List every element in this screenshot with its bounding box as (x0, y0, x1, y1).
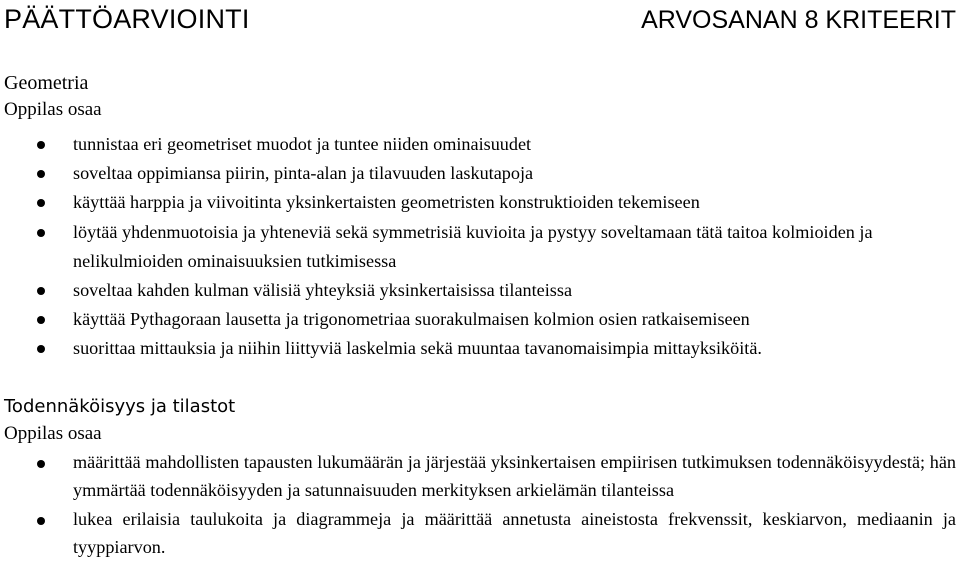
geometria-criteria-list (0, 130, 960, 364)
section-subtitle-geometria: Oppilas osaa (4, 99, 102, 120)
list-item-text: löytää yhdenmuotoisia ja yhteneviä sekä symmetrisiä kuvioita ja pystyy soveltamaan tätä taitoa kolmioiden ja nelikulmioiden ominaisuuksien tutkimisessa (73, 221, 873, 271)
list-item-text: käyttää Pythagoraan lausetta ja trigonometriaa suorakulmaisen kolmion osien ratkaisemiseen (73, 309, 750, 330)
list-item-text: soveltaa kahden kulman välisiä yhteyksiä yksinkertaisissa tilanteissa (73, 280, 573, 301)
list-item (0, 449, 960, 504)
list-item (0, 506, 960, 561)
list-item (0, 159, 960, 188)
grade-criteria-heading: ARVOSANAN 8 KRITEERIT (641, 6, 956, 34)
list-item-text: määrittää mahdollisten tapausten lukumäärän ja järjestää yksinkertaisen empiirisen tutkimuksen todennäköisyydestä; hän ymmärtää todennäköisyyden ja satunnaisuuden merkityksen arkielämän tilanteissa (73, 452, 956, 500)
list-item (0, 305, 960, 334)
list-item-text: soveltaa oppimiansa piirin, pinta-alan ja tilavuuden laskutapoja (73, 163, 534, 184)
list-item-text: tunnistaa eri geometriset muodot ja tuntee niiden ominaisuudet (73, 134, 532, 154)
list-item-text: lukea erilaisia taulukoita ja diagrammeja ja määrittää annetusta aineistosta frekvenssit, keskiarvon, mediaanin ja tyyppiarvon. (73, 509, 956, 557)
bullet-icon (37, 170, 45, 178)
bullet-icon (37, 345, 45, 353)
bullet-icon (37, 229, 45, 237)
list-item (0, 334, 960, 363)
bullet-icon (37, 141, 45, 149)
list-item (0, 276, 960, 305)
section-title-geometria: Geometria (4, 72, 89, 94)
list-item (0, 188, 960, 217)
todennakoisyys-criteria-list (0, 449, 960, 561)
bullet-icon (37, 316, 45, 324)
section-subtitle-todennakoisyys: Oppilas osaa (4, 423, 102, 444)
list-item (0, 218, 960, 276)
list-item (0, 130, 960, 159)
section-title-todennakoisyys: Todennäköisyys ja tilastot (4, 396, 236, 417)
bullet-icon (37, 460, 45, 468)
list-item-text: käyttää harppia ja viivoitinta yksinkertaisten geometristen konstruktioiden tekemiseen (73, 192, 700, 213)
bullet-icon (37, 517, 45, 525)
page-title: PÄÄTTÖARVIOINTI (4, 4, 250, 34)
list-item-text: suorittaa mittauksia ja niihin liittyviä laskelmia sekä muuntaa tavanomaisimpia mittayksiköitä. (73, 338, 762, 359)
bullet-icon (37, 199, 45, 207)
bullet-icon (37, 287, 45, 295)
